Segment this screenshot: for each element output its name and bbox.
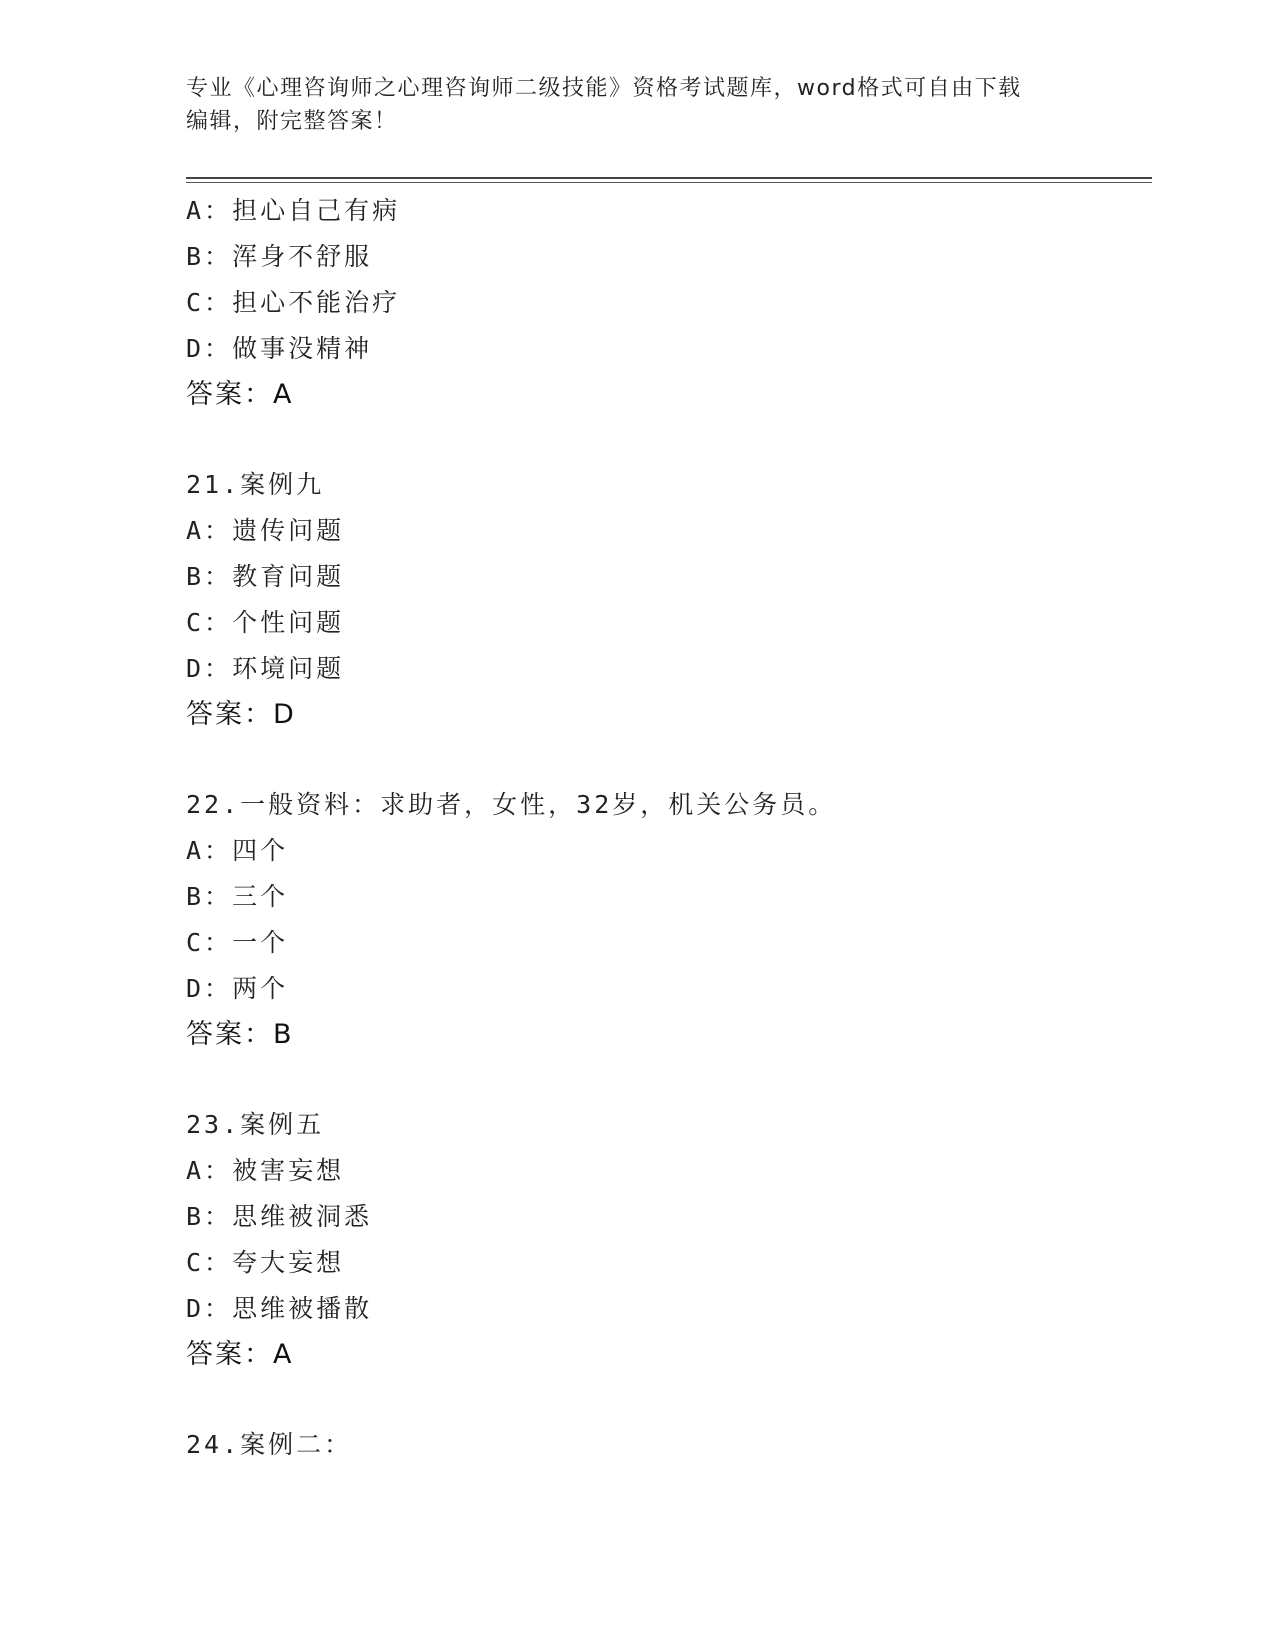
question-list xyxy=(186,188,1146,1468)
option-label: D： xyxy=(186,1294,233,1323)
answer-label: 答案： xyxy=(186,379,273,410)
option-label: A： xyxy=(186,516,233,545)
answer-value: A xyxy=(273,379,294,410)
header-divider-thick xyxy=(186,177,1152,179)
option-label: A： xyxy=(186,196,233,225)
question-block xyxy=(186,1422,1146,1468)
option-label: B： xyxy=(186,882,233,911)
option-a xyxy=(186,188,1146,234)
option-c xyxy=(186,920,1146,966)
option-c xyxy=(186,600,1146,646)
option-label: A： xyxy=(186,1156,233,1185)
answer-label: 答案： xyxy=(186,699,273,730)
header-line-1: 专业《心理咨询师之心理咨询师二级技能》资格考试题库，word格式可自由下载 xyxy=(186,76,1022,101)
option-text: 浑身不舒服 xyxy=(232,242,373,271)
question-block xyxy=(186,462,1146,738)
option-label: C： xyxy=(186,288,233,317)
answer-value: A xyxy=(273,1339,294,1370)
header-line-2: 编辑，附完整答案！ xyxy=(186,109,398,134)
answer-value: D xyxy=(273,699,296,730)
question-title: 23.案例五 xyxy=(186,1110,325,1139)
option-label: A： xyxy=(186,836,233,865)
option-text: 三个 xyxy=(232,882,289,911)
option-b xyxy=(186,1194,1146,1240)
option-d xyxy=(186,1286,1146,1332)
option-d xyxy=(186,326,1146,372)
answer-line xyxy=(186,692,1146,738)
option-d xyxy=(186,966,1146,1012)
question-title: 24.案例二： xyxy=(186,1430,353,1459)
option-text: 思维被洞悉 xyxy=(232,1202,373,1231)
option-label: B： xyxy=(186,1202,233,1231)
option-text: 做事没精神 xyxy=(232,334,373,363)
question-title: 21.案例九 xyxy=(186,470,325,499)
answer-label: 答案： xyxy=(186,1019,273,1050)
answer-label: 答案： xyxy=(186,1339,273,1370)
option-label: B： xyxy=(186,562,233,591)
option-label: B： xyxy=(186,242,233,271)
option-text: 思维被播散 xyxy=(232,1294,373,1323)
option-text: 一个 xyxy=(232,928,289,957)
option-text: 遗传问题 xyxy=(232,516,345,545)
question-title: 22.一般资料：求助者，女性，32岁，机关公务员。 xyxy=(186,790,837,819)
option-label: D： xyxy=(186,974,233,1003)
option-a xyxy=(186,508,1146,554)
option-d xyxy=(186,646,1146,692)
option-text: 夸大妄想 xyxy=(232,1248,345,1277)
answer-line xyxy=(186,1332,1146,1378)
option-label: C： xyxy=(186,928,233,957)
question-block xyxy=(186,188,1146,418)
option-text: 两个 xyxy=(232,974,289,1003)
option-text: 担心不能治疗 xyxy=(232,288,401,317)
option-label: D： xyxy=(186,334,233,363)
option-b xyxy=(186,874,1146,920)
option-text: 个性问题 xyxy=(232,608,345,637)
option-c xyxy=(186,280,1146,326)
option-text: 环境问题 xyxy=(232,654,345,683)
document-header xyxy=(186,72,1086,138)
option-text: 担心自己有病 xyxy=(232,196,401,225)
option-a xyxy=(186,828,1146,874)
option-a xyxy=(186,1148,1146,1194)
option-c xyxy=(186,1240,1146,1286)
option-label: D： xyxy=(186,654,233,683)
answer-value: B xyxy=(273,1019,294,1050)
option-b xyxy=(186,554,1146,600)
question-block xyxy=(186,782,1146,1058)
option-text: 被害妄想 xyxy=(232,1156,345,1185)
answer-line xyxy=(186,1012,1146,1058)
option-text: 教育问题 xyxy=(232,562,345,591)
option-label: C： xyxy=(186,1248,233,1277)
option-text: 四个 xyxy=(232,836,289,865)
answer-line xyxy=(186,372,1146,418)
header-divider-thin xyxy=(186,182,1152,183)
option-label: C： xyxy=(186,608,233,637)
option-b xyxy=(186,234,1146,280)
question-block xyxy=(186,1102,1146,1378)
